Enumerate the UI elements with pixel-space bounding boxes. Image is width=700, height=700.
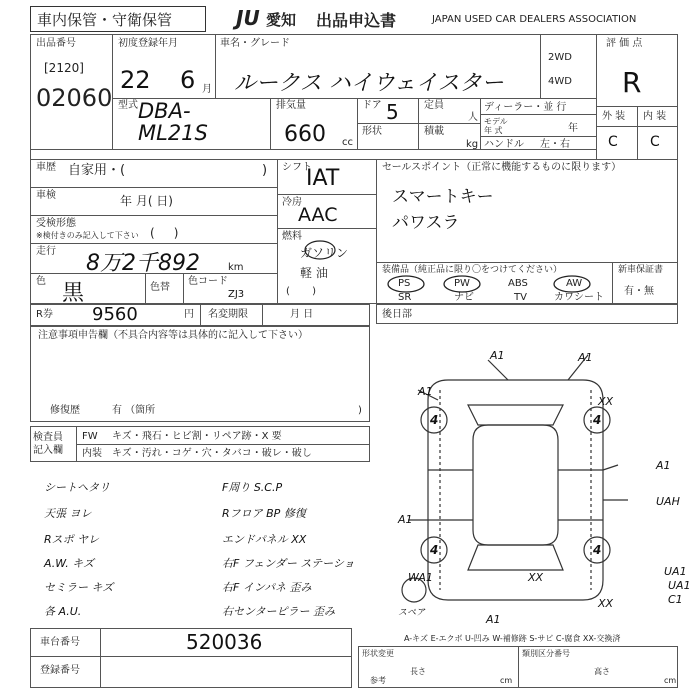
reg-month-unit: 月 [202,84,212,95]
equip-tv: TV [514,292,527,303]
reg-month: 6 [180,66,196,94]
chassis-value: 520036 [186,630,263,654]
ac-value: AAC [298,204,338,226]
tyre-rr: 4 [593,543,602,557]
note-left-2: 天張 ヨレ [44,507,92,520]
class-label: 類別区分番号 [522,649,570,658]
diagram-label-4: XX [598,395,614,408]
exterior-tag: FW [82,431,98,442]
recycle-unit: 円 [184,309,194,320]
car-name: ルークス ハイウェイスター [234,71,504,96]
reg-label: 初度登録年月 [118,38,178,49]
insurance-value: 有・無 [624,286,654,297]
name-change-value: 月 日 [290,309,314,320]
receiving-note: ※検付きのみ記入して下さい [36,231,139,240]
equip-circles [382,274,612,294]
equip-abs: ABS [508,278,528,289]
length-label: 長さ [410,667,426,676]
load-unit: kg [466,139,479,150]
diagram-label-18: XX [598,597,614,610]
model-year-label: モデル 年 式 [484,117,508,135]
disp-unit: cc [342,137,353,148]
diagram-label-14: UA1 [668,579,691,592]
grade-label: 評 価 点 [606,38,643,49]
equip-leather: カワシート [554,292,604,303]
shift-value: IAT [306,166,340,191]
chassis-label: 車台番号 [40,637,80,648]
handle-value: 左・右 [540,139,570,150]
insurance-label: 新車保証書 [618,265,664,275]
recolor-label: 色替 [150,282,170,293]
note-left-3: Rスポ ヤレ [44,533,100,546]
diagram-label-7: UAH [656,495,680,508]
receiving-label: 受検形態 [36,218,76,229]
shaken-value: 年 月( 日) [120,194,173,208]
note-left-5: セミラー キズ [44,581,114,594]
reg-year: 22 [120,66,151,94]
tyre-rl: 4 [430,543,439,557]
shift-label: シフト [282,162,312,173]
lot-sub: [2120] [44,61,84,75]
form-title: 出品申込書 [316,11,397,30]
equip-navi: ナビ [454,292,474,303]
lot-label: 出品番号 [36,38,76,49]
door-value: 5 [386,100,399,124]
shape-label: 形状 [362,126,382,137]
disp-value: 660 [284,122,326,147]
diagram-label-12: XX [528,571,544,584]
diagram-label-10: UA1 [664,565,687,578]
color-value: 黒 [62,281,85,306]
capacity-label: 定員 [424,100,444,111]
diagram-label-spare: スペア [398,608,426,618]
ju-logo: JU [236,6,260,30]
equip-ps: PS [398,278,411,289]
tyre-fl: 4 [430,413,439,427]
mileage-label: 走行 [36,246,56,257]
car-diagram [378,330,678,630]
model-label: 型式 [118,100,138,111]
exterior-items: キズ・飛石・ヒビ割・リペア跡・X 要 [112,431,282,442]
fuel-circle [300,238,340,262]
diagram-label-11: WA1 [408,571,433,584]
diagram-legend: A-キズ E-エクボ U-凹み W-補修跡 S-サビ C-腐食 XX-交換済 [404,634,621,643]
door-label: ドア [362,100,382,111]
association-name: JAPAN USED CAR DEALERS ASSOCIATION [432,14,637,25]
mileage-value: 8万2千892 [86,251,200,276]
repair-close: ) [358,405,362,416]
name-change-label: 名変期限 [208,309,248,320]
wd4-label: 4WD [548,76,572,87]
receiving-paren: ( ) [150,226,179,240]
note-right-4: 右F フェンダー ステーショ [222,557,355,570]
note-right-1: F周り S.C.P [222,481,283,494]
wd2-label: 2WD [548,52,572,63]
recycle-value: 9560 [92,304,138,325]
length-unit: cm [500,676,513,685]
color-code-value: ZJ3 [228,289,245,300]
fuel-value: ガソリン 軽 油 [300,246,349,280]
grade-value: R [622,66,642,99]
history-close: ) [262,163,268,178]
note-left-6: 各 A.U. [44,605,82,618]
sales-label: セールスポイント（正常に機能するものに限ります） [382,162,622,173]
storage-note: 車内保管・守衛保管 [37,11,173,29]
note-left-1: シートヘタリ [44,481,110,494]
note-right-6: 右センターピラー 歪み [222,605,336,618]
inspector-label: 検査員 記入欄 [33,432,63,456]
recycle-label: R券 [36,309,53,320]
mileage-unit: km [228,262,244,273]
height-unit: cm [664,676,677,685]
form-label: 形状変更 [362,649,394,658]
ac-label: 冷房 [282,197,302,208]
fuel-label: 燃料 [282,231,302,242]
equip-pw: PW [454,278,470,289]
color-code-label: 色コード [188,276,228,287]
tyre-fr: 4 [593,413,602,427]
ext-value: C [608,134,618,150]
load-label: 積載 [424,126,444,137]
diagram-label-1: A1 [490,349,505,362]
org-name: 愛知 [266,11,297,29]
diagram-label-15: C1 [668,593,683,606]
repair-value: 有 （箇所 [112,405,156,416]
ext-label: 外 装 [602,111,626,122]
history-label: 車歴 [36,162,56,173]
storage-note-box [30,6,206,32]
note-left-4: A.W. キズ [44,557,94,570]
attention-label: 注意事項申告欄（不具合内容等は具体的に記入して下さい） [38,330,308,341]
dealer-label: ディーラー・並 行 [484,102,567,113]
after-box [376,304,678,324]
sales-line1: スマートキー [392,187,494,207]
capacity-unit: 人 [468,112,478,123]
diagram-label-5: A1 [656,459,671,472]
after-label: 後日部 [382,309,412,320]
diagram-label-3: A1 [418,385,433,398]
interior-items: キズ・汚れ・コゲ・穴・タバコ・破レ・破し [112,448,312,459]
fuel-paren: ( ) [286,286,317,297]
note-right-2: Rフロア BP 修復 [222,507,306,520]
ref-label: 参考 [370,676,386,685]
height-label: 高さ [594,667,610,676]
handle-label: ハンドル [484,139,524,150]
disp-label: 排気量 [276,100,306,111]
equip-sr: SR [398,292,412,303]
car-label: 車名・グレード [220,38,290,49]
repair-label: 修復歴 [50,405,80,416]
year-unit: 年 [568,123,578,134]
int-label: 内 装 [643,111,667,122]
note-right-5: 右F インパネ 歪み [222,581,312,594]
history-value: 自家用・( [68,163,126,178]
int-value: C [650,134,660,150]
diagram-label-17: A1 [486,613,501,626]
diagram-label-2: A1 [578,351,593,364]
equip-aw: AW [566,278,583,289]
equipment-label: 装備品（純正品に限り〇をつけてください） [382,265,563,275]
shaken-label: 車検 [36,190,56,201]
lot-number: 02060 [36,84,113,112]
interior-tag: 内装 [82,448,102,459]
reg-no-label: 登録番号 [40,665,80,676]
note-right-3: エンドパネル XX [222,533,307,546]
model-value: DBA- ML21S [138,99,208,145]
color-label: 色 [36,276,46,287]
sales-line2: パワスラ [392,213,460,233]
diagram-label-9: A1 [398,513,413,526]
